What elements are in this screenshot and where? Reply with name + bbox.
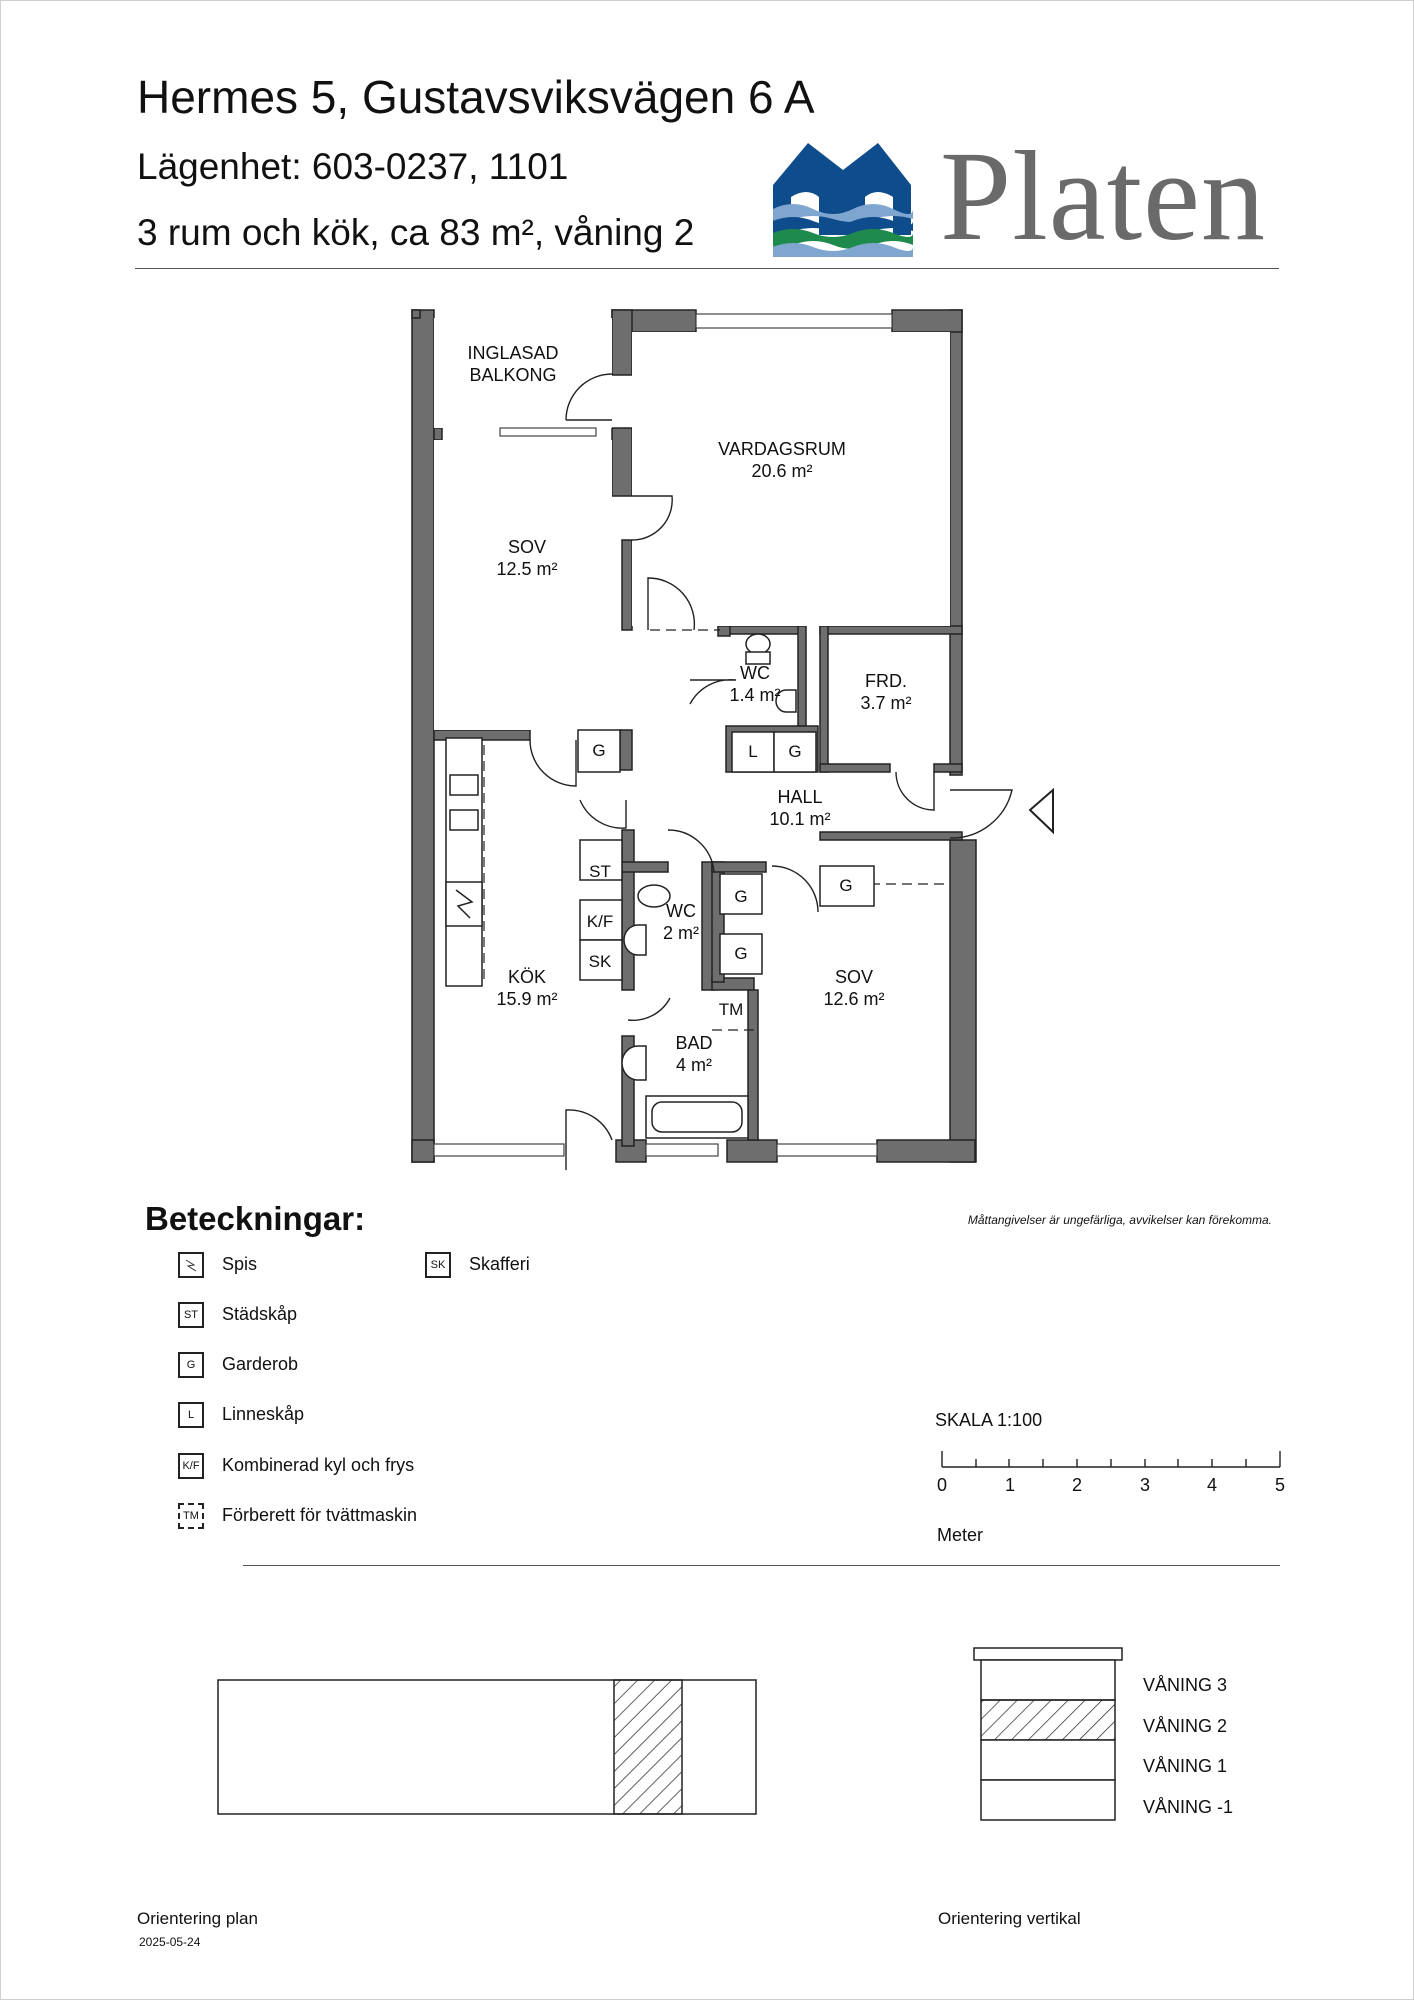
- sink-b: [450, 810, 478, 830]
- legend-code: ST: [178, 1302, 204, 1328]
- door-hall-sov2: [772, 866, 818, 912]
- door-kok: [580, 800, 626, 828]
- window-sov2: [777, 1144, 877, 1156]
- window-kok: [434, 1144, 564, 1156]
- legend-code: G: [178, 1352, 204, 1378]
- orientation-vertical: [970, 1645, 1130, 1830]
- legend-label: Städskåp: [222, 1304, 298, 1324]
- room-wc-2: WC 2 m²: [663, 901, 699, 943]
- floor-basement: [981, 1780, 1115, 1820]
- room-kok: KÖK 15.9 m²: [496, 967, 558, 1009]
- wall-wc2-west: [622, 830, 634, 990]
- legend-label: Garderob: [222, 1354, 299, 1374]
- orientation-plan-label: Orientering plan: [137, 1909, 258, 1928]
- scale-number-3: 3: [1139, 1475, 1151, 1495]
- symbol-g-sov2-3: G: [839, 876, 853, 895]
- room-bad: BAD 4 m²: [675, 1033, 713, 1075]
- wall-north-right: [892, 310, 962, 332]
- floor-label-2: VÅNING 2: [1143, 1716, 1228, 1736]
- disclaimer-text: Måttangivelser är ungefärliga, avvikelser kan förekomma.: [967, 1213, 1272, 1227]
- wall-balkong-east: [612, 310, 632, 375]
- symbol-g-sov2-2: G: [734, 944, 748, 963]
- legend-code: TM: [178, 1503, 204, 1529]
- wall-frd-south: [820, 764, 890, 772]
- scale-number-4: 4: [1206, 1475, 1218, 1495]
- floor-label-basement: VÅNING -1: [1143, 1797, 1234, 1817]
- orientation-plan: [215, 1678, 760, 1818]
- room-sov-1: SOV 12.5 m²: [496, 537, 558, 579]
- wall-wc1-east: [798, 626, 806, 726]
- roof: [974, 1648, 1122, 1660]
- symbol-g-sov2-1: G: [734, 887, 748, 906]
- orientation-vertical-label: Orientering vertikal: [938, 1909, 1081, 1928]
- legend-label: Spis: [222, 1254, 258, 1274]
- symbol-l: L: [748, 742, 758, 761]
- scale-number-0: 0: [936, 1475, 948, 1495]
- legend-code: L: [178, 1402, 204, 1428]
- door-south: [566, 1110, 612, 1170]
- scale-number-5: 5: [1274, 1475, 1286, 1495]
- wall-south-1: [412, 1140, 434, 1162]
- stove-icon: [178, 1252, 204, 1278]
- symbol-kf: K/F: [586, 912, 614, 931]
- wall-living-south: [718, 626, 730, 636]
- door-entry: [950, 790, 1012, 838]
- legend-label: Skafferi: [469, 1254, 530, 1274]
- wall-south-4: [877, 1140, 975, 1162]
- wall-bad-east: [748, 990, 758, 1140]
- floor-2: [981, 1700, 1115, 1740]
- legend-code: SK: [425, 1252, 451, 1278]
- symbol-sk: SK: [588, 952, 612, 971]
- scale-title: SKALA 1:100: [935, 1410, 1043, 1430]
- legend-label: Kombinerad kyl och frys: [222, 1455, 415, 1475]
- legend-label: Linneskåp: [222, 1404, 305, 1424]
- toilet-wc1: [746, 634, 770, 654]
- sink-a: [450, 775, 478, 795]
- floor-1: [981, 1740, 1115, 1780]
- wall-east-upper: [950, 310, 962, 775]
- floor-label-3: VÅNING 3: [1143, 1675, 1228, 1695]
- symbol-g-hall: G: [592, 741, 606, 760]
- legend-code: K/F: [178, 1453, 204, 1479]
- brand-name: Platen: [940, 125, 1266, 267]
- sink-wc2: [624, 925, 646, 955]
- room-sov-2: SOV 12.6 m²: [823, 967, 885, 1009]
- orientation-divider: [243, 1565, 1280, 1566]
- wall-east-lower: [950, 840, 976, 1162]
- wall-north-left: [412, 310, 420, 318]
- sink-bad: [622, 1046, 646, 1080]
- wall-south-3: [727, 1140, 777, 1162]
- current-apartment-highlight: [614, 1680, 682, 1814]
- wall-living-west-b: [622, 540, 632, 630]
- room-wc-1: WC 1.4 m²: [729, 663, 781, 705]
- scale-unit: Meter: [937, 1525, 984, 1545]
- symbol-tm: TM: [718, 1000, 744, 1019]
- wall-hall-kok: [620, 730, 632, 770]
- room-balkong: INGLASAD BALKONG: [467, 343, 559, 385]
- apartment-number: Lägenhet: 603-0237, 1101: [137, 146, 569, 187]
- door-frd: [896, 772, 934, 810]
- symbol-st: ST: [589, 862, 611, 881]
- scale-bar: [935, 1445, 1285, 1475]
- legend-title: Beteckningar:: [145, 1200, 366, 1237]
- window-balkong: [500, 428, 596, 436]
- window-living: [696, 314, 892, 328]
- wall-living-west-a: [612, 428, 632, 496]
- entrance-arrow-icon: [1030, 790, 1053, 832]
- wall-wc1: [726, 626, 804, 634]
- room-vardagsrum: VARDAGSRUM 20.6 m²: [718, 439, 846, 481]
- wall-frd-west: [820, 626, 828, 772]
- plan-date: 2025-05-24: [139, 1935, 201, 1949]
- wall-west: [412, 310, 434, 1162]
- floor-label-1: VÅNING 1: [1143, 1756, 1228, 1776]
- wall-frd-top: [820, 626, 962, 634]
- wall-sov2-north-b: [820, 832, 962, 840]
- wall-frd-south-b: [934, 764, 962, 772]
- wall-wc2-top: [622, 862, 668, 872]
- scale-number-1: 1: [1004, 1475, 1016, 1495]
- room-hall: HALL 10.1 m²: [769, 787, 831, 829]
- symbol-g-linen: G: [788, 742, 802, 761]
- apartment-summary: 3 rum och kök, ca 83 m², våning 2: [137, 212, 695, 253]
- room-frd: FRD. 3.7 m²: [860, 671, 912, 713]
- door-bad: [628, 998, 670, 1020]
- scale-number-2: 2: [1071, 1475, 1083, 1495]
- door-sov1: [530, 740, 576, 786]
- wall-sov2-north: [712, 862, 766, 872]
- legend-label: Förberett för tvättmaskin: [222, 1505, 418, 1525]
- floor-3: [981, 1660, 1115, 1700]
- property-title: Hermes 5, Gustavsviksvägen 6 A: [137, 71, 815, 123]
- wall-balkong-south: [434, 428, 442, 440]
- window-bad: [646, 1144, 718, 1156]
